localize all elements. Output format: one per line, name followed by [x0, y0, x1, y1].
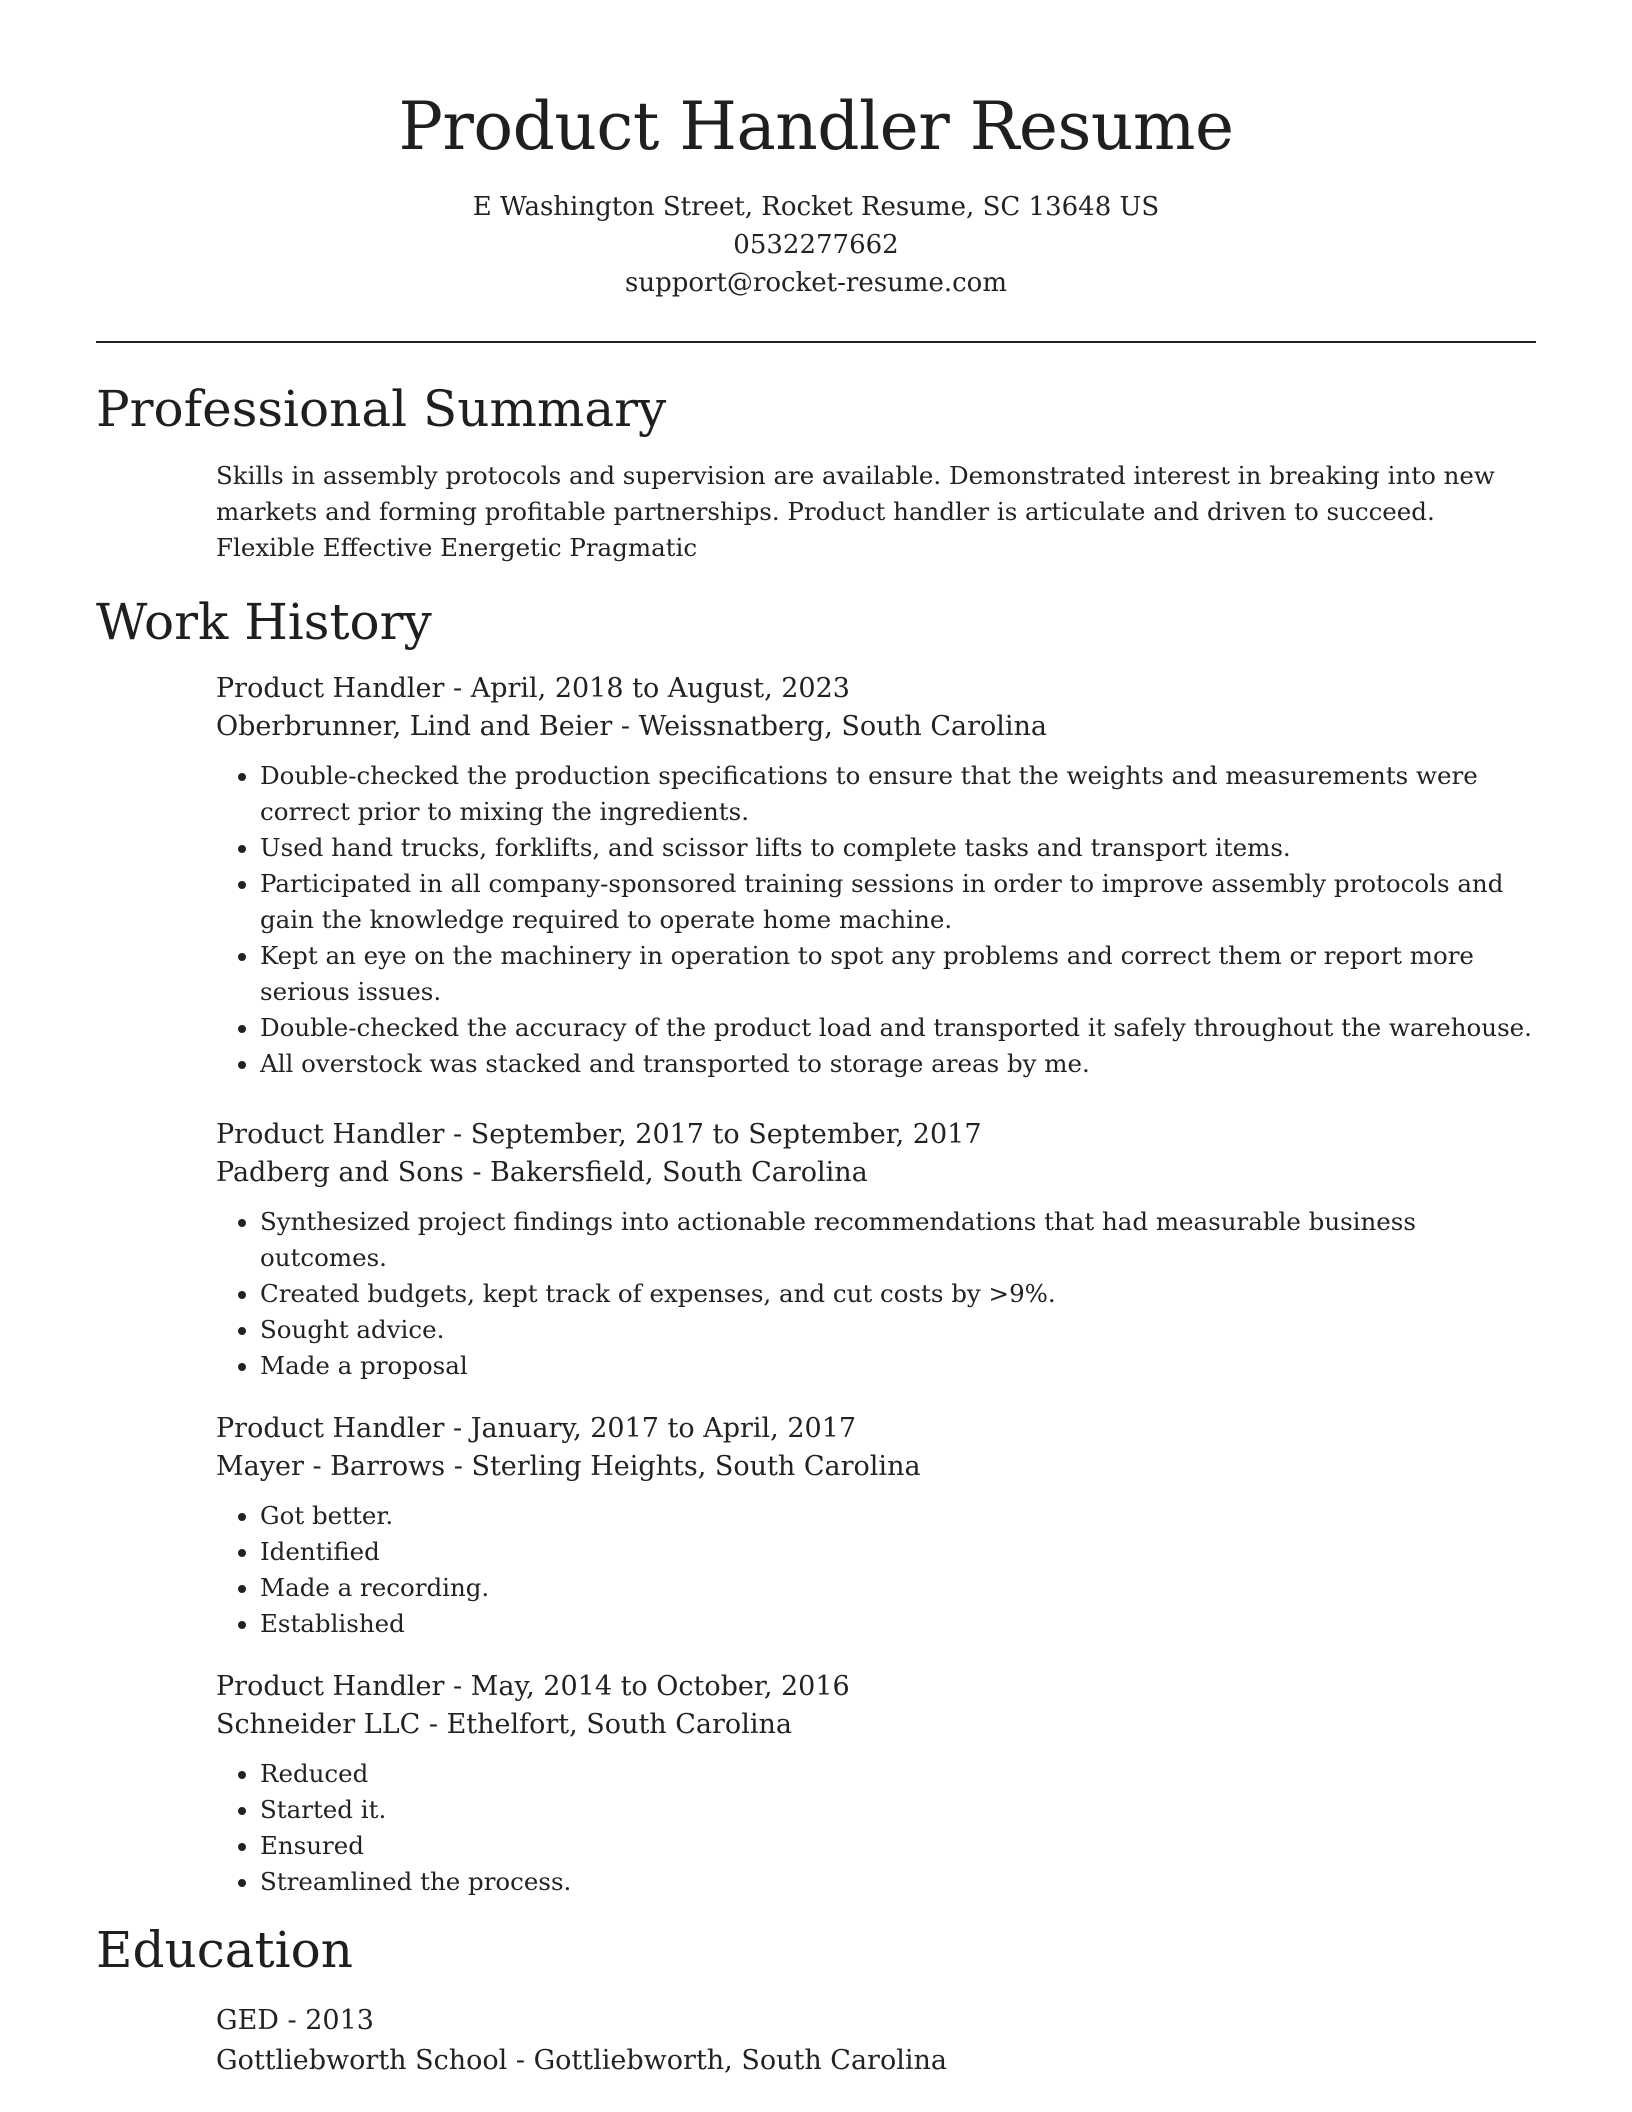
job-title-line [216, 670, 1536, 708]
contact-block [96, 188, 1536, 302]
job-bullet: • Kept an eye on the machinery in operation to spot any problems and correct them or report more serious issues. [260, 938, 1536, 1010]
job-company: Mayer - Barrows [216, 1451, 446, 1482]
education-entry [216, 2001, 1536, 2081]
job-title: Product Handler [216, 673, 445, 704]
job-bullet: • All overstock was stacked and transported to storage areas by me. [260, 1046, 1536, 1082]
job-company: Padberg and Sons [216, 1157, 464, 1188]
job-bullets [216, 1204, 1536, 1384]
job-company: Oberbrunner, Lind and Beier [216, 711, 613, 742]
job-company-line [216, 708, 1536, 746]
job-dates: January, 2017 to April, 2017 [470, 1413, 857, 1444]
job-dates: April, 2018 to August, 2023 [470, 673, 850, 704]
separator: - [463, 1157, 491, 1188]
separator: - [444, 1671, 471, 1702]
job-title: Product Handler [216, 1413, 445, 1444]
separator: - [445, 1451, 472, 1482]
job-bullet: • Got better. [260, 1498, 1536, 1534]
resume-page [96, 0, 1536, 2081]
job-title: Product Handler [216, 1119, 445, 1150]
summary-text: Skills in assembly protocols and supervision are available. Demonstrated interest in breaking into new markets and forming profitable partnerships. Product handler is articulate and driven to succeed. Flexible Effective Energetic Pragmatic [216, 461, 1495, 562]
job-bullets [216, 1498, 1536, 1642]
job-bullet: • Identified [260, 1534, 1536, 1570]
contact-phone: 0532277662 [733, 230, 899, 260]
job-bullet: • Established [260, 1606, 1536, 1642]
job-bullet: • Reduced [260, 1756, 1536, 1792]
job-dates: September, 2017 to September, 2017 [470, 1119, 982, 1150]
job-location: Weissnatberg, South Carolina [638, 711, 1048, 742]
education-degree-line [216, 2001, 1536, 2041]
job-bullets [216, 1756, 1536, 1900]
separator: - [507, 2045, 534, 2076]
job-entry [216, 1668, 1536, 1900]
job-entry [216, 1116, 1536, 1384]
separator: - [612, 711, 639, 742]
job-bullet: • Participated in all company-sponsored training sessions in order to improve assembly protocols and gain the knowledge required to operate home machine. [260, 866, 1536, 938]
separator: - [420, 1709, 447, 1740]
job-bullet: • Double-checked the production specifications to ensure that the weights and measurements were correct prior to mixing the ingredients. [260, 758, 1536, 830]
job-company-line [216, 1154, 1536, 1192]
job-company-line [216, 1706, 1536, 1744]
job-title-line [216, 1668, 1536, 1706]
separator: - [278, 2005, 306, 2036]
job-bullet: • Synthesized project findings into actionable recommendations that had measurable business outcomes. [260, 1204, 1536, 1276]
job-bullet: • Streamlined the process. [260, 1864, 1536, 1900]
job-bullet: • Made a recording. [260, 1570, 1536, 1606]
education-location: Gottliebworth, South Carolina [533, 2045, 947, 2076]
job-bullet: • Ensured [260, 1828, 1536, 1864]
job-dates: May, 2014 to October, 2016 [470, 1671, 850, 1702]
job-title-line [216, 1410, 1536, 1448]
job-entry [216, 670, 1536, 1082]
education-heading: Education [96, 1921, 353, 1979]
education-year: 2013 [305, 2005, 374, 2036]
work-history-heading: Work History [96, 593, 432, 651]
education-school: Gottliebworth School [216, 2045, 508, 2076]
job-title-line [216, 1116, 1536, 1154]
job-entry [216, 1410, 1536, 1642]
resume-title: Product Handler Resume [398, 88, 1234, 165]
job-company: Schneider LLC [216, 1709, 421, 1740]
job-location: Sterling Heights, South Carolina [471, 1451, 921, 1482]
separator: - [444, 1119, 471, 1150]
summary-heading: Professional Summary [96, 380, 667, 438]
job-company-line [216, 1448, 1536, 1486]
separator: - [444, 1413, 471, 1444]
education-degree: GED [216, 2005, 279, 2036]
education-school-line [216, 2041, 1536, 2081]
job-title: Product Handler [216, 1671, 445, 1702]
job-location: Ethelfort, South Carolina [446, 1709, 792, 1740]
job-bullet: • Sought advice. [260, 1312, 1536, 1348]
work-history-list [216, 670, 1536, 1900]
job-bullet: • Used hand trucks, forklifts, and scissor lifts to complete tasks and transport items. [260, 830, 1536, 866]
job-bullets [216, 758, 1536, 1082]
contact-address: E Washington Street, Rocket Resume, SC 13648 US [472, 192, 1160, 222]
job-bullet: • Double-checked the accuracy of the product load and transported it safely throughout the warehouse. [260, 1010, 1536, 1046]
job-bullet: • Started it. [260, 1792, 1536, 1828]
job-location: Bakersfield, South Carolina [490, 1157, 868, 1188]
separator: - [444, 673, 471, 704]
job-bullet: • Created budgets, kept track of expenses, and cut costs by >9%. [260, 1276, 1536, 1312]
job-bullet: • Made a proposal [260, 1348, 1536, 1384]
contact-email: support@rocket-resume.com [624, 268, 1007, 298]
header-divider [96, 341, 1536, 343]
